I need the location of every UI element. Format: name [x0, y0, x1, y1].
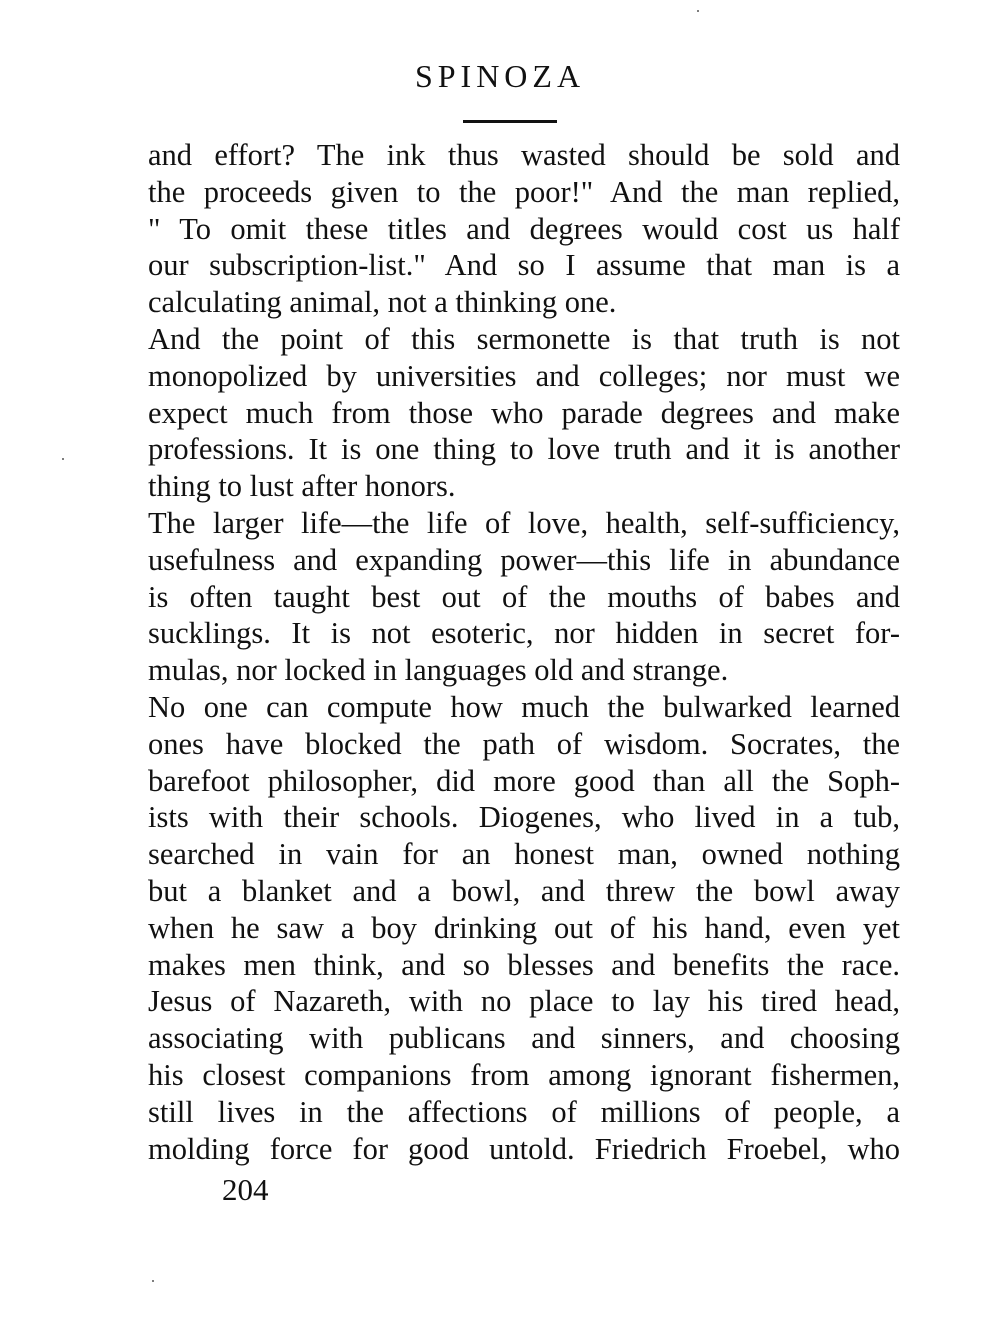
- text-line: No one can compute how much the bulwarked learned: [148, 689, 900, 724]
- text-line: mulas, nor locked in languages old and strange.: [148, 653, 729, 688]
- text-line: The larger life—the life of love, health, self-sufficiency,: [148, 505, 900, 540]
- text-line: barefoot philosopher, did more good than all the Soph-: [148, 763, 900, 798]
- text-line: when he saw a boy drinking out of his hand, even yet: [148, 910, 900, 945]
- text-line: calculating animal, not a thinking one.: [148, 285, 617, 320]
- paragraph-1: [148, 137, 900, 321]
- text-line: molding force for good untold. Friedrich Froebel, who: [148, 1131, 900, 1166]
- scan-speck: [152, 1280, 154, 1282]
- text-line: Jesus of Nazareth, with no place to lay his tired head,: [148, 984, 900, 1019]
- text-line: searched in vain for an honest man, owned nothing: [148, 837, 900, 872]
- text-line: monopolized by universities and colleges; nor must we: [148, 358, 900, 393]
- text-line: the proceeds given to the poor!" And the man replied,: [148, 174, 900, 209]
- text-line: ists with their schools. Diogenes, who lived in a tub,: [148, 800, 900, 835]
- paragraph-2: [148, 321, 900, 505]
- text-line: sucklings. It is not esoteric, nor hidden in secret for-: [148, 616, 900, 651]
- text-line: still lives in the affections of millions of people, a: [148, 1094, 900, 1129]
- text-line: " To omit these titles and degrees would cost us half: [148, 211, 900, 246]
- header-rule: [463, 120, 557, 123]
- text-line: but a blanket and a bowl, and threw the bowl away: [148, 873, 900, 908]
- text-line: and effort? The ink thus wasted should be sold and: [148, 138, 900, 172]
- text-line: his closest companions from among ignorant fishermen,: [148, 1057, 900, 1092]
- text-line: is often taught best out of the mouths of babes and: [148, 579, 900, 614]
- text-line: expect much from those who parade degrees and make: [148, 395, 900, 430]
- text-line: usefulness and expanding power—this life in abundance: [148, 542, 900, 577]
- text-line: associating with publicans and sinners, and choosing: [148, 1021, 900, 1056]
- body-text: [148, 137, 900, 1167]
- text-line: And the point of this sermonette is that truth is not: [148, 321, 900, 356]
- text-line: thing to lust after honors.: [148, 469, 456, 504]
- paragraph-4: [148, 689, 900, 1167]
- text-line: ones have blocked the path of wisdom. Socrates, the: [148, 726, 900, 761]
- running-head: SPINOZA: [414, 58, 586, 94]
- scan-speck: [62, 458, 64, 460]
- text-line: our subscription-list." And so I assume that man is a: [148, 248, 900, 283]
- page-number: 204: [222, 1172, 269, 1207]
- text-line: makes men think, and so blesses and benefits the race.: [148, 947, 900, 982]
- scan-speck: [697, 10, 699, 12]
- paragraph-3: [148, 505, 900, 689]
- text-line: professions. It is one thing to love truth and it is another: [148, 432, 900, 467]
